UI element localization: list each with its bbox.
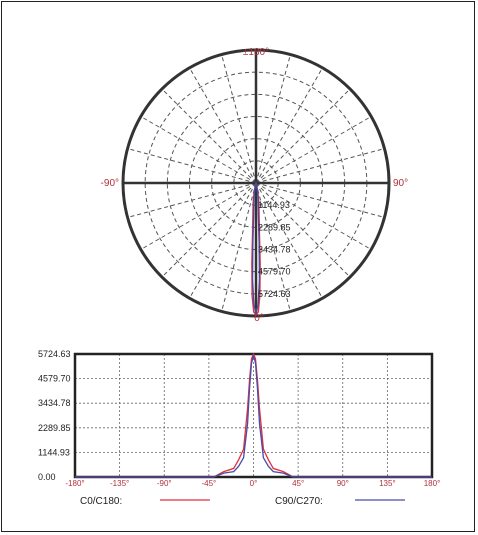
- x-tick-label: -45°: [201, 479, 217, 488]
- line-chart-grid: [75, 354, 432, 477]
- polar-grid-spoke: [256, 68, 323, 183]
- polar-label-top: ±180°: [242, 47, 270, 58]
- y-tick-label: 3434.78: [38, 398, 71, 409]
- y-tick-label: 5724.63: [38, 349, 71, 359]
- polar-grid-spoke: [190, 68, 257, 183]
- legend-label-c90: C90/C270:: [275, 496, 323, 507]
- polar-grid-spoke: [162, 183, 256, 277]
- x-tick-label: 0°: [249, 479, 258, 488]
- polar-grid-spoke: [190, 183, 257, 298]
- y-tick-label: 0.00: [38, 472, 56, 482]
- polar-grid-spoke: [162, 89, 256, 183]
- x-tick-label: 180°: [423, 479, 441, 488]
- legend: [80, 496, 405, 507]
- y-tick-labels: [38, 349, 71, 482]
- legend-label-c0: C0/C180:: [80, 496, 123, 507]
- polar-grid-spoke: [256, 149, 384, 183]
- x-tick-label: 90°: [336, 479, 349, 488]
- line-chart: [38, 349, 440, 488]
- polar-label-left: -90°: [100, 178, 119, 189]
- polar-grid-spoke: [256, 183, 371, 250]
- y-tick-label: 2289.85: [38, 422, 71, 433]
- polar-chart: [101, 47, 409, 324]
- polar-radial-tick-label: 5724.63: [258, 288, 291, 299]
- x-tick-labels: [65, 479, 440, 488]
- x-tick-label: 135°: [379, 479, 396, 488]
- polar-label-bottom: 0°: [254, 313, 264, 324]
- x-tick-label: -180°: [65, 479, 85, 488]
- polar-radial-tick-label: 4579.70: [258, 266, 291, 277]
- polar-radial-tick-label: 3434.78: [258, 244, 291, 255]
- x-tick-label: -90°: [156, 479, 172, 488]
- polar-grid-spoke: [256, 117, 371, 184]
- polar-grid-spoke: [256, 89, 350, 183]
- polar-grid-spoke: [141, 183, 256, 250]
- polar-radial-tick-label: 2289.85: [258, 222, 291, 233]
- polar-label-right: 90°: [393, 178, 409, 189]
- polar-grid-spoke: [141, 117, 256, 184]
- x-tick-label: 45°: [292, 479, 305, 488]
- polar-radial-tick-label: 1144.93: [258, 200, 290, 211]
- x-tick-label: -135°: [110, 479, 130, 488]
- y-tick-label: 4579.70: [38, 373, 71, 384]
- y-tick-label: 1144.93: [38, 447, 70, 458]
